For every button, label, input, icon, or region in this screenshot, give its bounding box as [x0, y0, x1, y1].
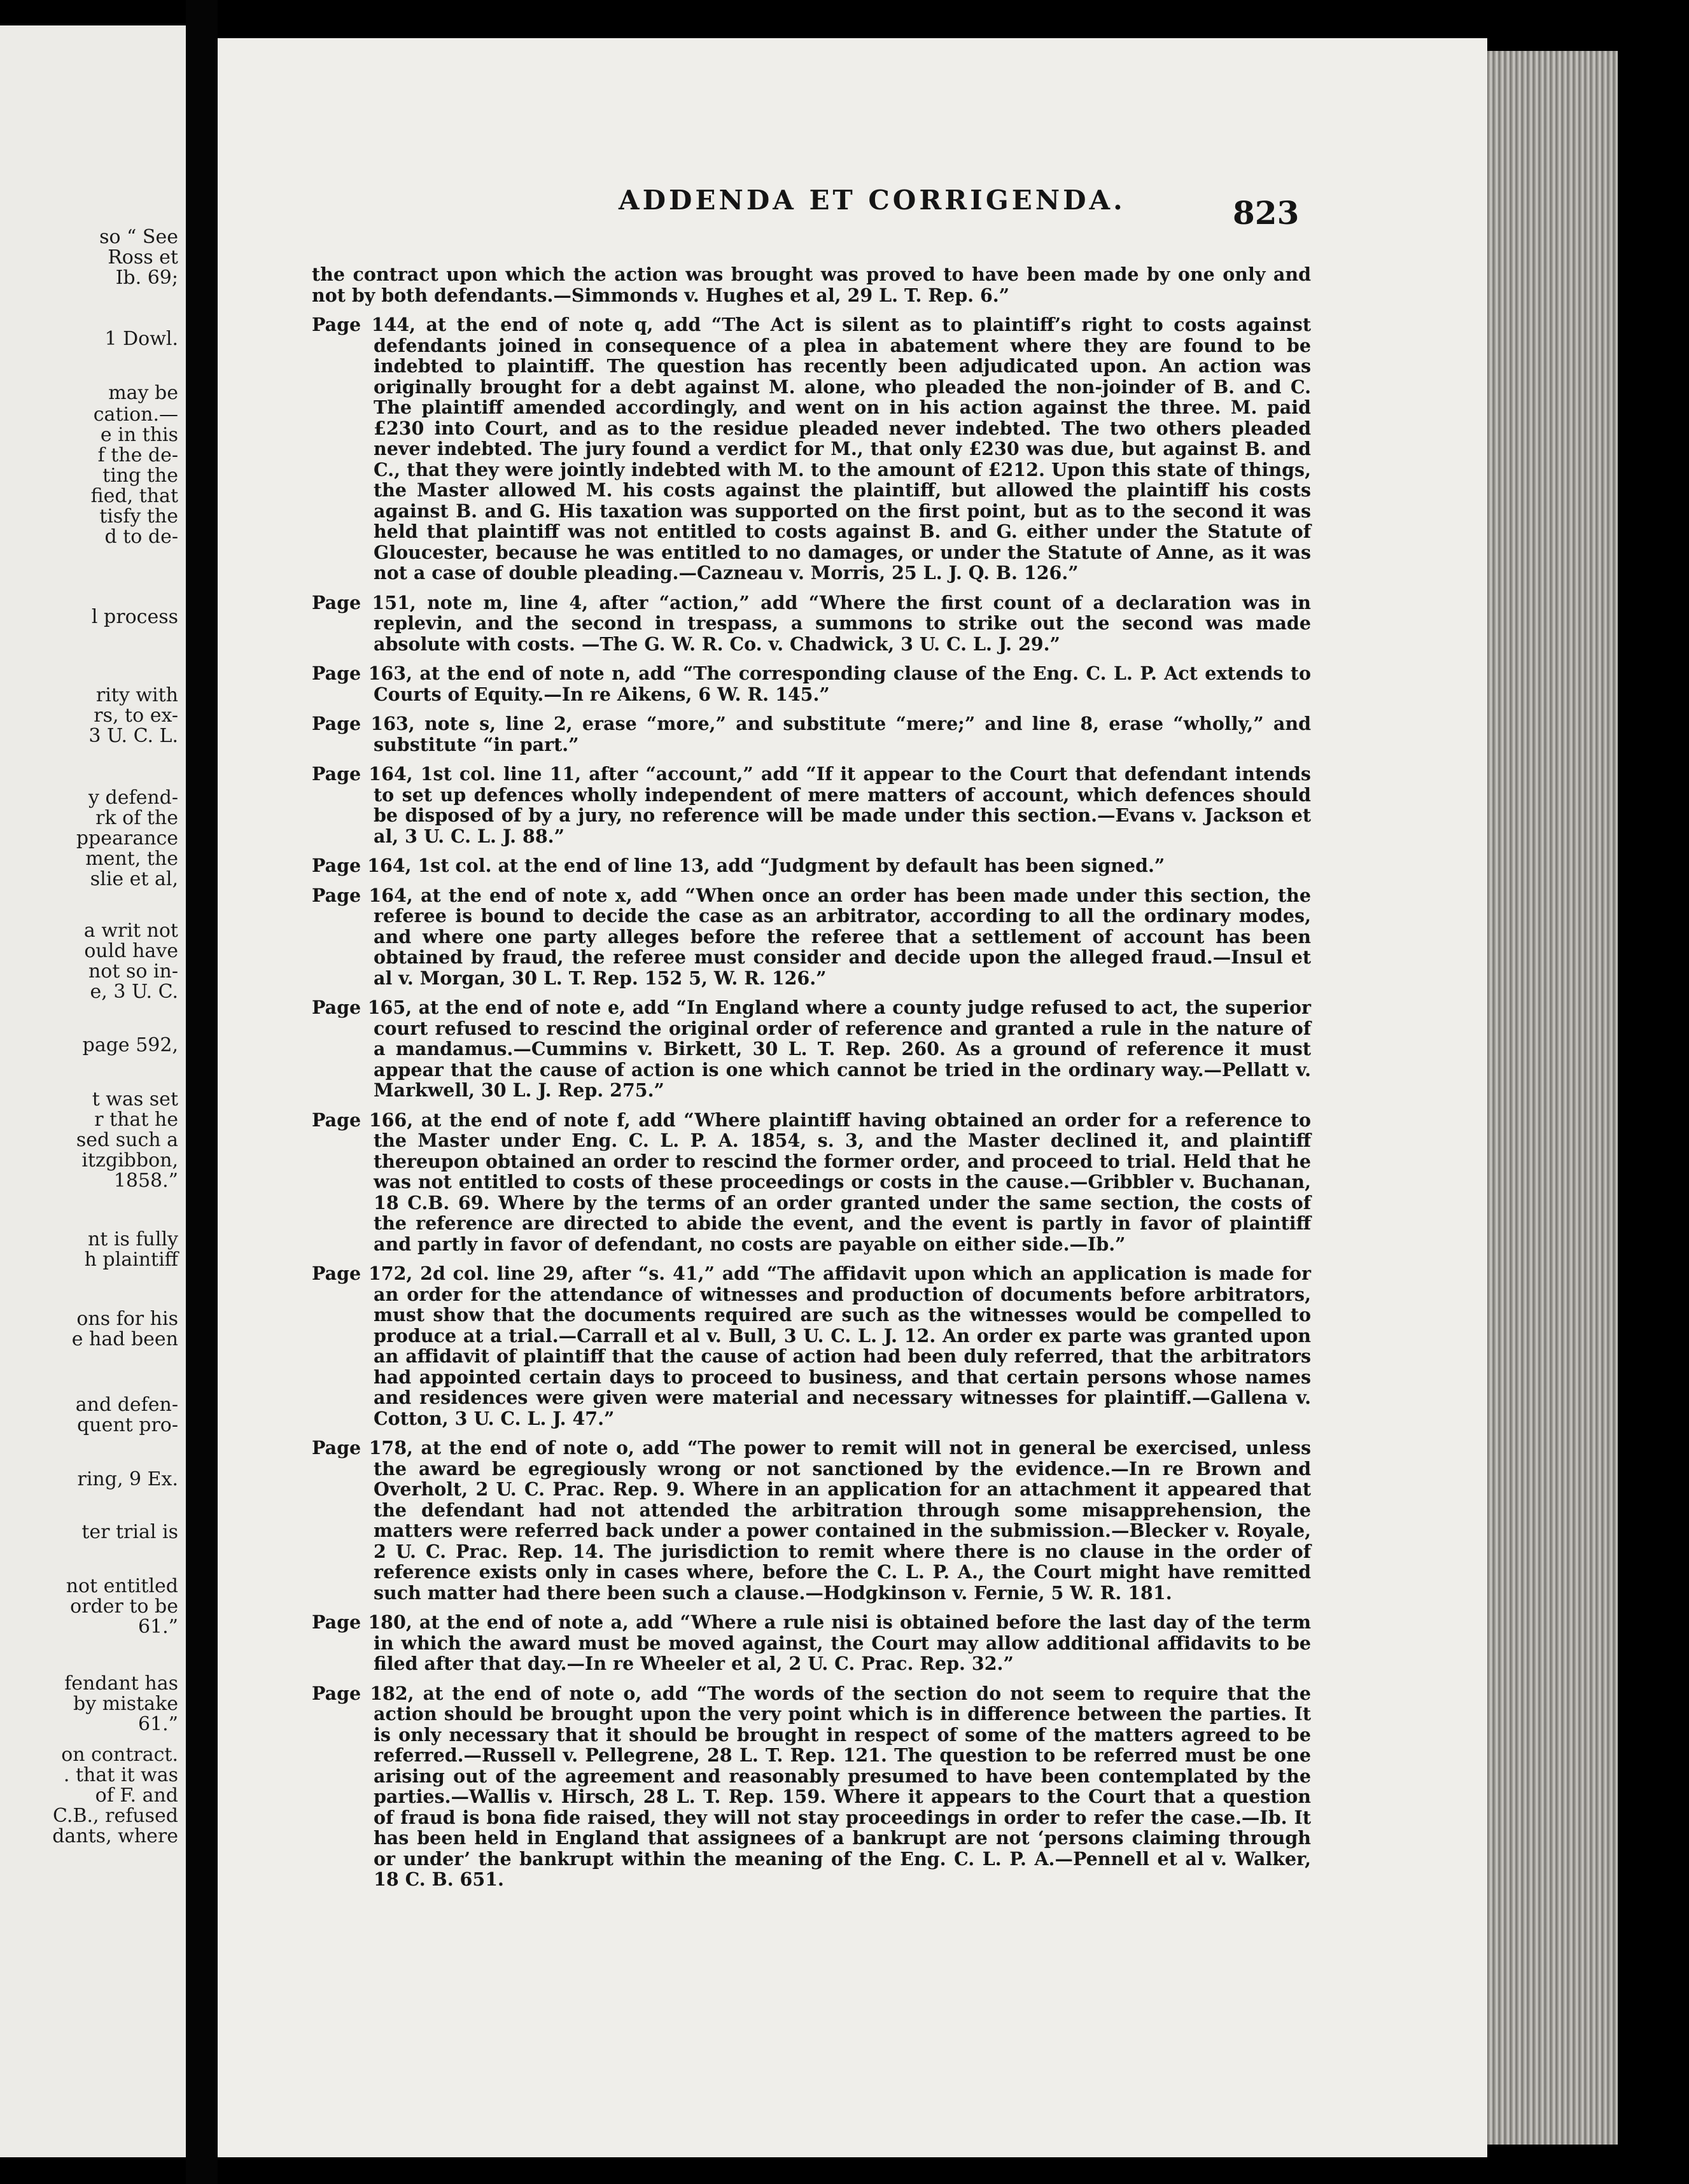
- left-page-line: rk of the: [95, 807, 178, 829]
- entry-text: “Judgment by default has been signed.”: [760, 855, 1165, 876]
- entry-reference: Page 164, at the end of note x, add: [312, 884, 678, 906]
- left-page-line: order to be: [70, 1595, 178, 1618]
- left-page-line: e had been: [71, 1328, 178, 1350]
- left-page-line: . that it was: [63, 1764, 178, 1786]
- addenda-entry: [312, 264, 1311, 305]
- entry-reference: Page 180, at the end of note a, add: [312, 1611, 673, 1633]
- left-page-line: e, 3 U. C.: [90, 981, 178, 1003]
- left-page-line: sed such a: [76, 1129, 178, 1151]
- left-page-line: may be: [108, 382, 178, 404]
- entry-reference: Page 164, 1st col. line 11, after “account,” add: [312, 763, 799, 785]
- entry-reference: Page 165, at the end of note e, add: [312, 997, 669, 1018]
- left-page-line: so “ See: [99, 226, 178, 248]
- left-page-line: Ross et: [108, 246, 178, 269]
- left-page-line: ons for his: [76, 1308, 178, 1330]
- left-page-line: e in this: [100, 424, 178, 446]
- left-page-line: 1 Dowl.: [104, 328, 178, 350]
- left-page-line: not entitled: [66, 1575, 178, 1597]
- entry-reference: Page 164, 1st col. at the end of line 13, add: [312, 855, 754, 876]
- left-page-line: C.B., refused: [53, 1805, 178, 1827]
- addenda-entry: [312, 764, 1311, 846]
- left-page-fragment: [0, 25, 186, 2157]
- entry-reference: Page 163, note s, line 2, erase “more,” and substitute: [312, 713, 887, 734]
- entry-text: “The Act is silent as to plaintiff’s right to costs against defendants joined in consequence of a plea in abatement where they are found to be indebted to plaintiff. The question has recently been adjudicated upon. An action was originally brought for a debt against M. alone, who pleaded the non-joinder of B. and C. The plaintiff amended accordingly, and went on in his action against the three. M. paid £230 into Court, and as to the residue pleaded never indebted. The two others pleaded never indebted. The jury found a verdict for M., that only £230 was due, but against B. and C., that they were jointly indebted with M. to the amount of £212. Upon this state of things, the Master allowed M. his costs against the plaintiff, but allowed the plaintiff his costs against B. and G. His taxation was supported on the first point, but as to the second it was held that plaintiff was not entitled to costs against B. and G. either under the Statute of Gloucester, because he was entitled to no damages, or under the Statute of Anne, as it was not a case of double pleading.—Cazneau v. Morris, 25 L. J. Q. B. 126.”: [374, 314, 1311, 584]
- left-page-line: of F. and: [95, 1784, 178, 1807]
- entry-text: “In England where a county judge refused to act, the superior court refused to rescind the original order of reference and granted a rule in the nature of a mandamus.—Cummins v. Birkett, 30 L. T. Rep. 260. As a ground of reference it must appear that the cause of action is one which cannot be tried in the ordinary way.—Pellatt v. Markwell, 30 L. J. Rep. 275.”: [374, 997, 1311, 1101]
- left-page-line: nt is fully: [87, 1228, 178, 1250]
- addenda-entry: [312, 1438, 1311, 1603]
- left-page-line: dants, where: [52, 1825, 178, 1847]
- entry-text: the contract upon which the action was brought was proved to have been made by one only and not by both defendants.—Simmonds v. Hughes et al, 29 L. T. Rep. 6.”: [312, 263, 1311, 306]
- left-page-line: by mistake: [73, 1693, 178, 1715]
- left-page-line: 1858.”: [113, 1170, 178, 1192]
- left-page-line: a writ not: [83, 920, 178, 942]
- left-page-line: ppearance: [76, 827, 178, 850]
- left-page-line: fied, that: [90, 485, 178, 507]
- left-page-line: ting the: [102, 465, 178, 487]
- entry-text: “Where plaintiff having obtained an order for a reference to the Master under Eng. C. L. P. A. 1854, s. 3, and the Master declined it, and plaintiff thereupon obtained an order to rescind the former order, and proceed to trial. Held that he was not entitled to costs of these proceedings or costs in the cause.—Gribbler v. Buchanan, 18 C.B. 69. Where by the terms of an order granted under the same section, the costs of the reference are directed to abide the event, and the event is partly in favor of plaintiff and partly in favor of defendant, no costs are payable on either side.—Ib.”: [374, 1109, 1311, 1255]
- entry-text: “Where a rule nisi is obtained before the last day of the term in which the award must be moved against, the Court may allow additional affidavits to be filed after that day.—In re Wheeler et al, 2 U. C. Prac. Rep. 32.”: [374, 1611, 1311, 1674]
- addenda-entry: [312, 713, 1311, 755]
- left-page-line: ter trial is: [81, 1521, 178, 1543]
- page-edges: [1487, 51, 1618, 2145]
- entry-text: “The words of the section do not seem to require that the action should be brought upon the very point which is in difference between the parties. It is only necessary that it should be brought in respect of some of the matters agreed to be referred.—Russell v. Pellegrene, 28 L. T. Rep. 121. The question to be referred must be one arising out of the agreement and reasonably presumed to have been contemplated by the parties.—Wallis v. Hirsch, 28 L. T. Rep. 159. Where it appears to the Court that a question of fraud is bona fide raised, they will not stay proceedings in order to refer the case.—Ib. It has been held in England that assignees of a bankrupt are not ‘persons claiming through or under’ the bankrupt within the meaning of the Eng. C. L. P. A.—Pennell et al v. Walker, 18 C. B. 651.: [374, 1682, 1311, 1890]
- entry-reference: Page 182, at the end of note o, add: [312, 1682, 688, 1704]
- entry-reference: Page 144, at the end of note q, add: [312, 314, 701, 335]
- entry-reference: Page 166, at the end of note f, add: [312, 1109, 676, 1131]
- left-page-line: rity with: [95, 684, 178, 706]
- entry-text: “When once an order has been made under this section, the referee is bound to decide the case as an arbitrator, according to all the ordinary modes, and where one party alleges before the referee that a settlement of account has been obtained by fraud, the referee must consider and decide upon the alleged fraud.—Insul et al v. Morgan, 30 L. T. Rep. 152 5, W. R. 126.”: [374, 884, 1311, 989]
- left-page-line: t was set: [92, 1088, 178, 1110]
- entry-reference: Page 178, at the end of note o, add: [312, 1437, 680, 1459]
- left-page-line: itzgibbon,: [81, 1149, 178, 1172]
- addenda-entry: [312, 1612, 1311, 1674]
- entry-text: “The power to remit will not in general be exercised, unless the award be egregiously wrong or not sanctioned by the evidence.—In re Brown and Overholt, 2 U. C. Prac. Rep. 9. Where in an application for an attachment it appeared that the defendant had not attended the arbitration through some misapprehension, the matters were referred back under a power contained in the submission.—Blecker v. Royale, 2 U. C. Prac. Rep. 14. The jurisdiction to remit where there is no clause in the order of reference exists only in cases where, before the C. L. P. A., the Court might have remitted such matter had there been such a clause.—Hodgkinson v. Fernie, 5 W. R. 181.: [374, 1437, 1311, 1604]
- left-page-line: cation.—: [93, 403, 178, 426]
- addenda-entry: [312, 885, 1311, 989]
- left-page-line: h plaintiff: [84, 1249, 178, 1271]
- left-page-line: page 592,: [82, 1034, 178, 1056]
- running-header: ADDENDA ET CORRIGENDA.: [619, 185, 1126, 216]
- addenda-entry: [312, 1683, 1311, 1890]
- left-page-line: d to de-: [104, 526, 178, 548]
- left-page-line: not so in-: [88, 960, 178, 983]
- addenda-body: [312, 264, 1311, 1899]
- left-page-line: ring, 9 Ex.: [77, 1468, 178, 1490]
- left-page-line: y defend-: [88, 787, 178, 809]
- book-gutter: [186, 0, 218, 2184]
- left-page-line: slie et al,: [90, 868, 178, 890]
- addenda-entry: [312, 663, 1311, 704]
- addenda-entry: [312, 1110, 1311, 1255]
- right-page: [218, 38, 1487, 2157]
- left-page-line: quent pro-: [77, 1414, 178, 1436]
- addenda-entry: [312, 855, 1311, 876]
- left-page-line: tisfy the: [99, 505, 178, 528]
- entry-text: “The corresponding clause of the Eng. C. L. P. Act extends to Courts of Equity.—In re Aikens, 6 W. R. 145.”: [374, 662, 1311, 705]
- entry-text: “If it appear to the Court that defendant intends to set up defences wholly independent of mere matters of account, which defences should be disposed of by a jury, no reference will be made under this section.—Evans v. Jackson et al, 3 U. C. L. J. 88.”: [374, 763, 1311, 847]
- left-page-line: r that he: [94, 1109, 178, 1131]
- left-page-line: ment, the: [85, 848, 178, 870]
- entry-reference: Page 151, note m, line 4, after “action,” add: [312, 591, 798, 613]
- left-page-line: 3 U. C. L.: [88, 725, 178, 747]
- left-page-line: and defen-: [75, 1394, 178, 1416]
- entry-text: “mere;” and line 8, erase “wholly,” and substitute “in part.”: [374, 713, 1311, 755]
- left-page-line: ould have: [84, 940, 178, 962]
- page-number: 823: [1233, 194, 1300, 232]
- addenda-entry: [312, 592, 1311, 655]
- left-page-line: l process: [91, 606, 178, 628]
- left-page-line: fendant has: [64, 1672, 178, 1695]
- left-page-line: on contract.: [61, 1744, 178, 1766]
- left-page-line: rs, to ex-: [94, 704, 178, 727]
- left-page-line: f the de-: [97, 444, 178, 466]
- entry-text: “Where the first count of a declaration was in replevin, and the second in trespass, a summons to strike out the second was made absolute with costs. —The G. W. R. Co. v. Chadwick, 3 U. C. L. J. 29.”: [374, 591, 1311, 655]
- left-page-line: 61.”: [137, 1713, 178, 1735]
- addenda-entry: [312, 997, 1311, 1101]
- left-page-line: Ib. 69;: [115, 267, 178, 289]
- left-page-line: 61.”: [137, 1616, 178, 1638]
- entry-reference: Page 163, at the end of note n, add: [312, 662, 676, 684]
- entry-reference: Page 172, 2d col. line 29, after “s. 41,” add: [312, 1263, 760, 1284]
- entry-text: “The affidavit upon which an application is made for an order for the attendance of witnesses and production of documents before arbitrators, must show that the documents required are such as the witnesses would be compelled to produce at a trial.—Carrall et al v. Bull, 3 U. C. L. J. 12. An order ex parte was granted upon an affidavit of plaintiff that the cause of action had been duly referred, that the arbitrators had appointed certain days to proceed to business, and that certain persons whose names and residences were given were material and necessary witnesses for plaintiff.—Gallena v. Cotton, 3 U. C. L. J. 47.”: [374, 1263, 1311, 1429]
- addenda-entry: [312, 1263, 1311, 1429]
- addenda-entry: [312, 314, 1311, 584]
